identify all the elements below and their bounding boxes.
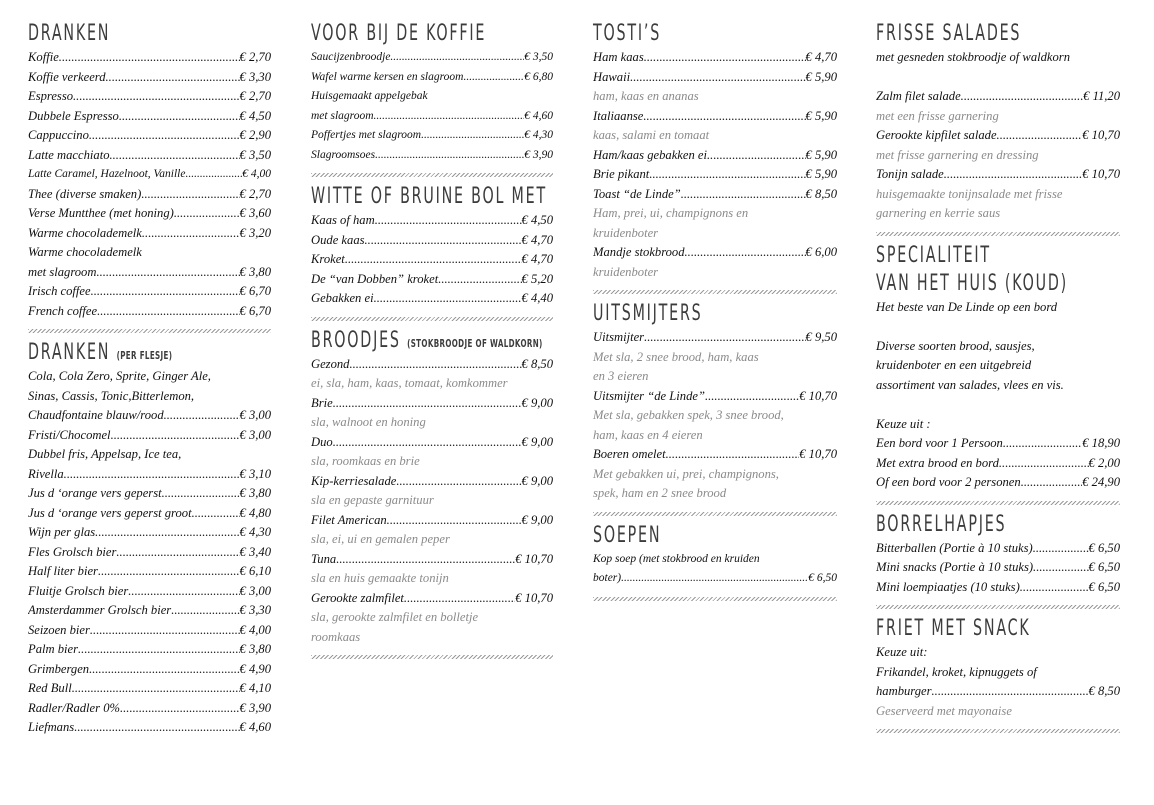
menu-item — [28, 406, 271, 426]
item-price: € 4,40 — [521, 291, 553, 305]
item-name: Gebakken ei — [311, 291, 374, 305]
menu-item — [593, 387, 837, 407]
item-name: Of een bord voor 2 personen — [876, 475, 1021, 489]
item-name: Kip-kerriesalade — [311, 473, 397, 488]
menu-item — [876, 682, 1120, 702]
item-name: Fles Grolsch bier — [28, 544, 117, 559]
section-heading-uitsmijters: UITSMIJTERS — [593, 301, 703, 326]
menu-item — [311, 126, 553, 146]
menu-item — [28, 146, 271, 166]
menu-item — [876, 126, 1120, 146]
menu-item — [28, 523, 271, 543]
item-description: kaas, salami en tomaat — [593, 128, 710, 142]
column-4 — [876, 14, 1120, 739]
item-price: € 2,70 — [239, 50, 271, 64]
menu-item — [593, 243, 837, 263]
item-price: € 8,50 — [521, 356, 553, 371]
item-name: Liefmans — [28, 720, 75, 734]
item-name: French coffee — [28, 303, 98, 318]
menu-item — [28, 660, 271, 680]
menu-item — [311, 589, 553, 609]
item-name-line: Huisgemaakt appelgebak — [311, 90, 428, 102]
item-price: € 8,50 — [1088, 684, 1120, 698]
item-price: € 4,90 — [239, 661, 271, 676]
item-price: € 4,00 — [239, 622, 271, 637]
menu-item — [311, 211, 553, 231]
menu-item — [28, 484, 271, 504]
item-name: Chaudfontaine blauw/rood — [28, 408, 164, 422]
item-price: € 3,10 — [239, 466, 271, 481]
column-1 — [28, 14, 271, 738]
menu-item — [28, 543, 271, 563]
heading-line: VAN HET HUIS (KOUD) — [876, 270, 1068, 296]
menu-item — [593, 68, 837, 88]
koffie-list — [311, 48, 553, 165]
item-price: € 24,90 — [1082, 475, 1120, 489]
item-name-line: Warme chocolademelk — [28, 245, 142, 259]
menu-item — [28, 562, 271, 582]
section-heading-friet: FRIET MET SNACK — [876, 616, 1031, 641]
dranken-list — [28, 48, 271, 321]
item-name: Mini loempiaatjes (10 stuks) — [876, 579, 1020, 594]
item-name: Filet American — [311, 512, 387, 527]
heading-note: (PER FLESJE) — [116, 349, 173, 362]
item-price: € 3,90 — [239, 700, 271, 715]
item-name: Irisch coffee — [28, 284, 91, 298]
item-price: € 5,90 — [805, 147, 837, 162]
section-heading-dranken-fles — [28, 339, 203, 367]
item-name: Grimbergen — [28, 661, 90, 676]
item-price: € 11,20 — [1083, 89, 1120, 103]
menu-item — [311, 394, 553, 414]
section-divider — [876, 501, 1120, 505]
item-price: € 9,00 — [521, 434, 553, 449]
section-heading-salades: FRISSE SALADES — [876, 21, 1022, 46]
item-name: Met extra brood en bord — [876, 455, 999, 470]
item-price: € 3,80 — [239, 264, 271, 279]
item-description: kruidenboter — [593, 264, 659, 279]
item-price: € 6,10 — [239, 564, 271, 578]
menu-item — [876, 87, 1120, 107]
section-divider — [28, 329, 271, 333]
specialiteit-list — [876, 298, 1120, 493]
menu-item — [28, 126, 271, 146]
item-name: Thee (diverse smaken) — [28, 186, 142, 201]
item-price: € 9,00 — [521, 512, 553, 527]
item-description: Met sla, 2 snee brood, ham, kaas — [593, 349, 759, 364]
item-name: Hawaii — [593, 69, 631, 84]
section-subtitle: met gesneden stokbroodje of waldkorn — [876, 50, 1071, 64]
item-name: Mandje stokbrood — [593, 245, 685, 259]
section-heading-bol: WITTE OF BRUINE BOL MET — [311, 184, 547, 209]
menu-item — [28, 601, 271, 621]
section-heading-koffie: VOOR BIJ DE KOFFIE — [311, 21, 487, 46]
item-price: € 4,70 — [521, 252, 553, 266]
item-name: Gerookte kipfilet salade — [876, 128, 997, 142]
item-description: sla, walnoot en honing — [311, 415, 426, 429]
item-name-line: Sinas, Cassis, Tonic,Bitterlemon, — [28, 388, 195, 403]
item-price: € 3,30 — [239, 69, 271, 84]
menu-item — [28, 48, 271, 68]
uitsmijters-list — [593, 328, 837, 504]
menu-item — [28, 68, 271, 88]
item-name: Cappuccino — [28, 128, 89, 142]
item-description: roomkaas — [311, 629, 361, 644]
item-name-line: Cola, Cola Zero, Sprite, Ginger Ale, — [28, 369, 211, 383]
item-name: Wijn per glas — [28, 525, 96, 539]
menu-item — [593, 48, 837, 68]
item-price: € 10,70 — [799, 388, 837, 403]
item-price: € 10,70 — [1082, 128, 1120, 142]
item-name: Verse Muntthee (met honing) — [28, 206, 174, 220]
menu-item — [311, 107, 553, 127]
section-divider — [311, 173, 553, 177]
section-divider — [311, 655, 553, 659]
item-description: ei, sla, ham, kaas, tomaat, komkommer — [311, 376, 508, 390]
menu-item — [28, 582, 271, 602]
menu-item — [28, 302, 271, 322]
section-heading-dranken: DRANKEN — [28, 21, 111, 46]
item-price: € 4,00 — [242, 168, 271, 180]
bol-list — [311, 211, 553, 309]
item-name-line: Frikandel, kroket, kipnuggets of — [876, 664, 1037, 679]
item-price: € 2,70 — [239, 186, 271, 201]
section-divider — [876, 605, 1120, 609]
item-name: Tuna — [311, 551, 337, 566]
friet-list — [876, 643, 1120, 721]
menu-item — [28, 426, 271, 446]
item-price: € 18,90 — [1082, 436, 1120, 450]
item-description: sla en huis gemaakte tonijn — [311, 571, 449, 585]
item-description: Met sla, gebakken spek, 3 snee brood, — [593, 408, 784, 422]
item-name: Bitterballen (Portie à 10 stuks) — [876, 540, 1033, 555]
item-name: Latte macchiato — [28, 147, 110, 162]
menu-item — [28, 224, 271, 244]
section-heading-soepen: SOEPEN — [593, 522, 662, 548]
info-text: assortiment van salades, vlees en vis. — [876, 377, 1064, 392]
item-price: € 3,80 — [239, 486, 271, 500]
item-name: Italiaanse — [593, 108, 644, 123]
menu-item — [311, 433, 553, 453]
item-price: € 6,50 — [1088, 579, 1120, 594]
item-name: Dubbele Espresso — [28, 108, 119, 123]
item-description: spek, ham en 2 snee brood — [593, 486, 727, 500]
item-price: € 5,90 — [805, 108, 837, 123]
item-name: Espresso — [28, 89, 74, 103]
item-name: Half liter bier — [28, 564, 98, 578]
section-heading-borrel: BORRELHAPJES — [876, 511, 1007, 537]
item-price: € 9,00 — [521, 395, 553, 410]
item-price: € 3,50 — [524, 51, 553, 63]
item-price: € 3,40 — [239, 544, 271, 559]
menu-item — [311, 231, 553, 251]
menu-item — [28, 165, 271, 185]
section-divider — [876, 729, 1120, 733]
menu-item — [311, 48, 553, 68]
menu-item — [593, 165, 837, 185]
item-description: ham, kaas en ananas — [593, 89, 699, 103]
item-description: Ham, prei, ui, champignons en — [593, 206, 749, 220]
item-name: Radler/Radler 0% — [28, 700, 120, 715]
menu-item — [28, 282, 271, 302]
menu-item — [593, 328, 837, 348]
item-name: met slagroom — [28, 264, 97, 279]
item-name: Duo — [311, 434, 333, 449]
section-divider — [593, 290, 837, 294]
item-price: € 4,50 — [521, 213, 553, 227]
item-name: Red Bull — [28, 681, 72, 695]
menu-item — [876, 454, 1120, 474]
item-name: Jus d ‘orange vers geperst groot — [28, 505, 192, 520]
menu-item — [311, 270, 553, 290]
item-name: met slagroom — [311, 109, 374, 122]
item-name: boter) — [593, 572, 622, 584]
item-name: Slagroomsoes — [311, 148, 376, 161]
item-name: Een bord voor 1 Persoon — [876, 436, 1003, 450]
menu-item — [876, 434, 1120, 454]
item-name: Tonijn salade — [876, 167, 944, 181]
item-description: met frisse garnering en dressing — [876, 147, 1039, 162]
item-price: € 3,80 — [239, 642, 271, 656]
item-name: Poffertjes met slagroom — [311, 129, 422, 141]
menu-item — [311, 550, 553, 570]
broodjes-list — [311, 355, 553, 648]
info-text: Diverse soorten brood, sausjes, — [876, 338, 1035, 353]
soepen-list — [593, 550, 837, 589]
section-heading-tostis: TOSTI’S — [593, 21, 662, 46]
item-name: Mini snacks (Portie à 10 stuks) — [876, 560, 1034, 574]
item-description: sla en gepaste garnituur — [311, 493, 434, 507]
item-price: € 4,80 — [239, 505, 271, 520]
item-price: € 5,90 — [805, 167, 837, 181]
item-price: € 4,10 — [239, 681, 271, 695]
item-price: € 5,90 — [805, 69, 837, 84]
item-price: € 3,30 — [239, 603, 271, 617]
item-price: € 9,00 — [521, 473, 553, 488]
item-price: € 4,50 — [239, 108, 271, 123]
item-price: € 9,50 — [805, 330, 837, 344]
item-price: € 3,20 — [239, 225, 271, 240]
item-price: € 4,30 — [524, 129, 553, 141]
item-name: Rivella — [28, 466, 64, 481]
section-divider — [593, 512, 837, 516]
item-name: Toast “de Linde” — [593, 186, 681, 201]
menu-item — [593, 445, 837, 465]
item-price: € 3,90 — [524, 148, 553, 161]
item-name-line: Dubbel fris, Appelsap, Ice tea, — [28, 447, 182, 461]
item-price: € 4,70 — [521, 232, 553, 247]
dranken-fles-list — [28, 367, 271, 738]
item-name: Amsterdammer Grolsch bier — [28, 603, 172, 617]
item-name: Latte Caramel, Hazelnoot, Vanille — [28, 168, 186, 180]
item-name: Uitsmijter — [593, 330, 645, 344]
item-name: Gezond — [311, 356, 350, 371]
menu-item — [876, 473, 1120, 493]
item-name-line: Kop soep (met stokbrood en kruiden — [593, 552, 760, 565]
item-price: € 5,20 — [521, 271, 553, 286]
item-price: € 6,70 — [239, 303, 271, 318]
section-heading-specialiteit — [876, 242, 1068, 298]
section-divider — [311, 317, 553, 321]
item-price: € 10,70 — [799, 447, 837, 461]
item-price: € 10,70 — [515, 551, 553, 566]
item-name: Warme chocolademelk — [28, 225, 142, 240]
item-description: huisgemaakte tonijnsalade met frisse — [876, 186, 1063, 201]
item-description: met een frisse garnering — [876, 108, 999, 123]
item-name: Saucijzenbroodje — [311, 51, 391, 63]
item-name: Boeren omelet — [593, 447, 666, 461]
item-price: € 3,00 — [239, 427, 271, 442]
item-description: Met gebakken ui, prei, champignons, — [593, 466, 779, 481]
item-name: De “van Dobben” kroket — [311, 271, 439, 286]
item-description: en 3 eieren — [593, 369, 649, 383]
menu-item — [28, 640, 271, 660]
info-text: Keuze uit: — [876, 645, 928, 659]
item-name: Uitsmijter “de Linde” — [593, 388, 705, 403]
item-name: Ham kaas — [593, 50, 644, 64]
item-description: sla, roomkaas en brie — [311, 454, 420, 468]
tostis-list — [593, 48, 837, 282]
item-name: Jus d ‘orange vers geperst — [28, 486, 162, 500]
item-description: sla, gerookte zalmfilet en bolletje — [311, 610, 479, 624]
item-price: € 6,80 — [524, 70, 553, 83]
item-name: Palm bier — [28, 642, 79, 656]
info-text: Keuze uit : — [876, 416, 931, 431]
section-heading-broodjes — [311, 327, 543, 355]
menu-item — [28, 718, 271, 738]
item-name: Seizoen bier — [28, 622, 90, 637]
menu-item — [28, 699, 271, 719]
item-price: € 4,30 — [239, 525, 271, 539]
menu-item — [311, 146, 553, 166]
item-description: garnering en kerrie saus — [876, 206, 1001, 220]
item-price: € 6,00 — [805, 245, 837, 259]
section-subtitle: Het beste van De Linde op een bord — [876, 299, 1058, 314]
item-name: Fluitje Grolsch bier — [28, 583, 129, 598]
item-description: Geserveerd met mayonaise — [876, 703, 1012, 718]
menu-item — [311, 250, 553, 270]
salades-list — [876, 48, 1120, 224]
item-price: € 6,50 — [1088, 560, 1120, 574]
item-price: € 10,70 — [515, 590, 553, 605]
heading-text: BROODJES — [311, 327, 401, 353]
menu-item — [311, 355, 553, 375]
menu-item — [28, 465, 271, 485]
heading-line: SPECIALITEIT — [876, 242, 991, 268]
info-text: kruidenboter en een uitgebreid — [876, 358, 1032, 372]
menu-item — [876, 539, 1120, 559]
item-price: € 10,70 — [1082, 167, 1120, 181]
menu-item — [311, 511, 553, 531]
item-price: € 2,00 — [1088, 455, 1120, 470]
item-description: ham, kaas en 4 eieren — [593, 427, 703, 442]
menu-item — [28, 263, 271, 283]
item-price: € 3,60 — [239, 206, 271, 220]
column-3 — [593, 14, 837, 607]
item-name: Kaas of ham — [311, 213, 375, 227]
item-name: Koffie — [28, 50, 59, 64]
item-name: Gerookte zalmfilet — [311, 590, 404, 605]
menu-item — [28, 87, 271, 107]
heading-note: (STOKBROODJE OF WALDKORN) — [407, 336, 543, 350]
item-name: Brie — [311, 395, 333, 410]
item-price: € 2,70 — [239, 89, 271, 103]
item-description: sla, ei, ui en gemalen peper — [311, 532, 450, 546]
item-price: € 3,50 — [239, 147, 271, 162]
menu-item — [876, 578, 1120, 598]
section-divider — [593, 597, 837, 601]
item-description: kruidenboter — [593, 225, 659, 240]
menu-item — [28, 621, 271, 641]
menu-item — [311, 472, 553, 492]
column-2 — [311, 14, 553, 665]
item-price: € 6,70 — [239, 284, 271, 298]
item-name: Ham/kaas gebakken ei — [593, 147, 708, 162]
item-price: € 4,70 — [805, 50, 837, 64]
menu-item — [593, 146, 837, 166]
menu-item — [311, 289, 553, 309]
item-price: € 6,50 — [808, 572, 837, 584]
menu-item — [28, 679, 271, 699]
menu-item — [311, 68, 553, 88]
menu-item — [28, 504, 271, 524]
item-name: Kroket — [311, 252, 345, 266]
menu-item — [28, 204, 271, 224]
item-price: € 4,60 — [239, 720, 271, 734]
menu-item — [28, 185, 271, 205]
menu-item — [876, 558, 1120, 578]
menu-item — [28, 107, 271, 127]
item-price: € 8,50 — [805, 186, 837, 201]
menu-item — [876, 165, 1120, 185]
menu-item — [593, 569, 837, 589]
item-name: Oude kaas — [311, 232, 365, 247]
item-price: € 3,00 — [239, 583, 271, 598]
item-price: € 3,00 — [239, 408, 271, 422]
item-name: hamburger — [876, 684, 932, 698]
item-name: Fristi/Chocomel — [28, 427, 111, 442]
item-price: € 6,50 — [1088, 540, 1120, 555]
heading-text: DRANKEN — [28, 340, 111, 365]
borrel-list — [876, 539, 1120, 598]
item-price: € 2,90 — [239, 128, 271, 142]
menu-item — [593, 107, 837, 127]
item-name: Zalm filet salade — [876, 89, 961, 103]
item-name: Brie pikant — [593, 167, 650, 181]
item-name: Koffie verkeerd — [28, 69, 106, 84]
item-price: € 4,60 — [524, 109, 553, 122]
item-name: Wafel warme kersen en slagroom — [311, 70, 464, 83]
menu-item — [593, 185, 837, 205]
section-divider — [876, 232, 1120, 236]
